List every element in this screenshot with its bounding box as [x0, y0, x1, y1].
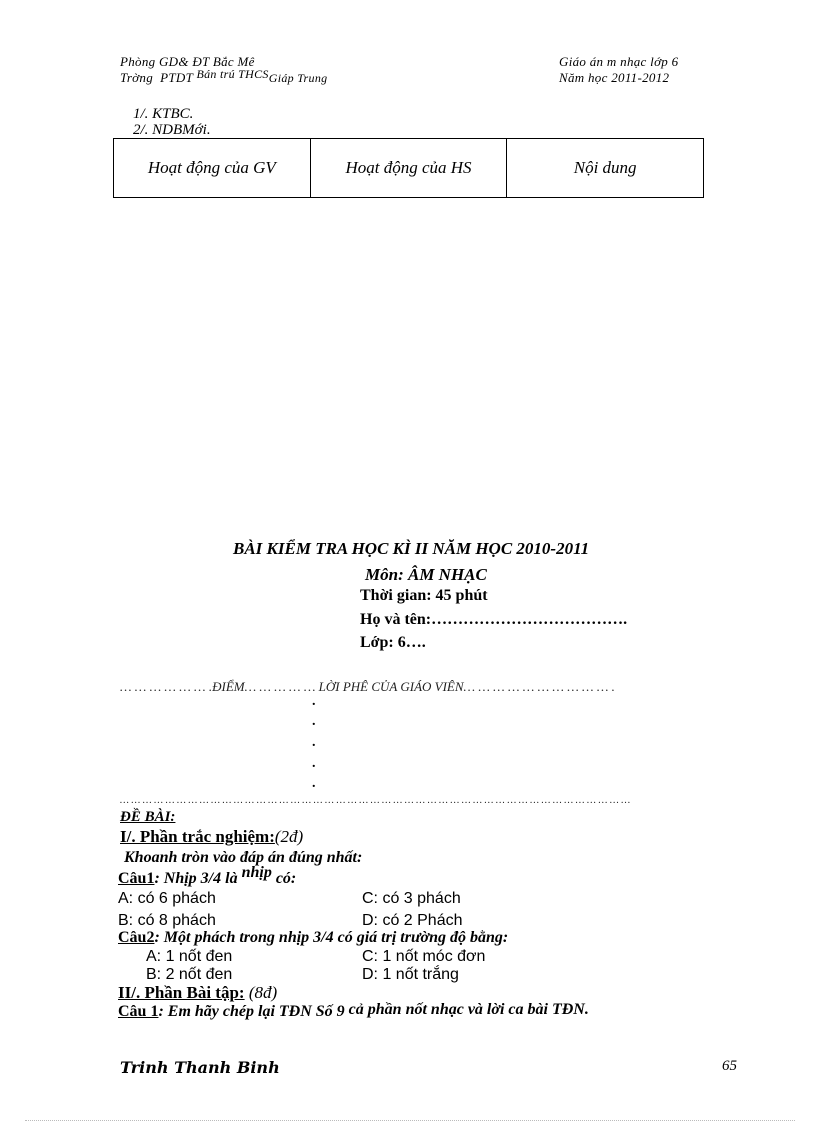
header-school-location: Giáp Trung: [268, 71, 328, 85]
header-school-department: Phòng GD& ĐT Bắc Mê: [120, 54, 255, 69]
question-1-label: Câu1: [118, 870, 155, 887]
exam-problem-heading: ĐỀ BÀI:: [120, 809, 176, 825]
table-header-student: Hoạt động của HS: [310, 139, 507, 198]
header-school-boarding: Bán trú THCS: [196, 67, 269, 81]
grading-header-line: … … … … … … .ĐIỂM… … … … … LỜI PHÊ CỦA GIÁO VIÊN… … … … … … … … … … .: [120, 679, 615, 694]
exam-time: Thời gian: 45 phút: [360, 587, 488, 604]
comment-dot: .: [312, 756, 316, 771]
table-header-content: Nội dung: [507, 139, 704, 198]
exercise-1-label: Câu 1: [118, 1003, 159, 1020]
question-2: [118, 929, 508, 947]
question-2-label: Câu2: [118, 929, 155, 946]
question-1-suffix: có:: [275, 870, 297, 887]
part1-instruction: Khoanh tròn vào đáp án đúng nhất:: [124, 849, 363, 866]
exercise-1-text-cont: cả phần nốt nhạc và lời ca bài TĐN.: [348, 1001, 589, 1018]
part1-points: (2đ): [274, 827, 304, 846]
header-school-type: PTDT: [160, 70, 193, 85]
answer-option[interactable]: B: có 8 phách: [118, 912, 216, 929]
lesson-plan-table: [113, 138, 704, 198]
exercise-1-text: : Em hãy chép lại TĐN Số 9: [158, 1003, 345, 1020]
exam-subject: Môn: ÂM NHẠC: [365, 565, 487, 584]
comment-dot: .: [312, 735, 316, 750]
answer-option[interactable]: A: 1 nốt đen: [146, 948, 233, 965]
question-1-meter: nhịp: [241, 864, 272, 881]
question-1-text: : Nhịp 3/4 là: [154, 870, 238, 887]
exercise-1: [118, 1003, 589, 1021]
answer-option[interactable]: A: có 6 phách: [118, 890, 216, 907]
lesson-item-review: 1/. KTBC.: [133, 106, 194, 122]
answer-option[interactable]: D: 1 nốt trắng: [362, 966, 459, 983]
question-1: [118, 864, 297, 888]
page-number: 65: [722, 1058, 737, 1074]
answer-option[interactable]: C: 1 nốt móc đơn: [362, 948, 486, 965]
exam-student-name: Họ và tên:……………………………….: [360, 611, 628, 628]
part2-heading: [118, 983, 277, 1003]
part2-label: II/. Phần Bài tập:: [118, 983, 245, 1002]
table-header-teacher: Hoạt động của GV: [114, 139, 311, 198]
table-row: [114, 139, 704, 198]
question-2-text: : Một phách trong nhịp 3/4 có giá trị trường độ bằng:: [154, 929, 509, 946]
header-school-prefix: Trờng: [120, 70, 154, 85]
lesson-item-new-content: 2/. NDBMới.: [133, 122, 211, 138]
answer-option[interactable]: D: có 2 Phách: [362, 912, 463, 929]
footer-rule: [25, 1120, 795, 1121]
answer-option[interactable]: B: 2 nốt đen: [146, 966, 233, 983]
part1-label: I/. Phần trắc nghiệm:: [120, 827, 275, 846]
part1-heading: [120, 827, 303, 847]
grading-bottom-line: … … … … … … … … … … … … … … … … … … … … … … … … … … … … … … … … … … … … … … … … … … … … …: [120, 795, 631, 806]
exam-title: BÀI KIỂM TRA HỌC KÌ II NĂM HỌC 2010-2011: [233, 539, 590, 558]
header-school-name: [120, 67, 328, 86]
comment-dot: .: [312, 694, 316, 709]
answer-option[interactable]: C: có 3 phách: [362, 890, 461, 907]
header-school-year: Năm học 2011-2012: [559, 70, 670, 85]
comment-dot: .: [312, 714, 316, 729]
exam-class: Lớp: 6….: [360, 634, 426, 651]
part2-points: (8đ): [248, 983, 278, 1002]
teacher-signature: Trinh Thanh Binh: [120, 1058, 280, 1077]
comment-dot: .: [312, 776, 316, 791]
header-lesson-plan: Giáo án m nhạc lớp 6: [559, 54, 679, 69]
